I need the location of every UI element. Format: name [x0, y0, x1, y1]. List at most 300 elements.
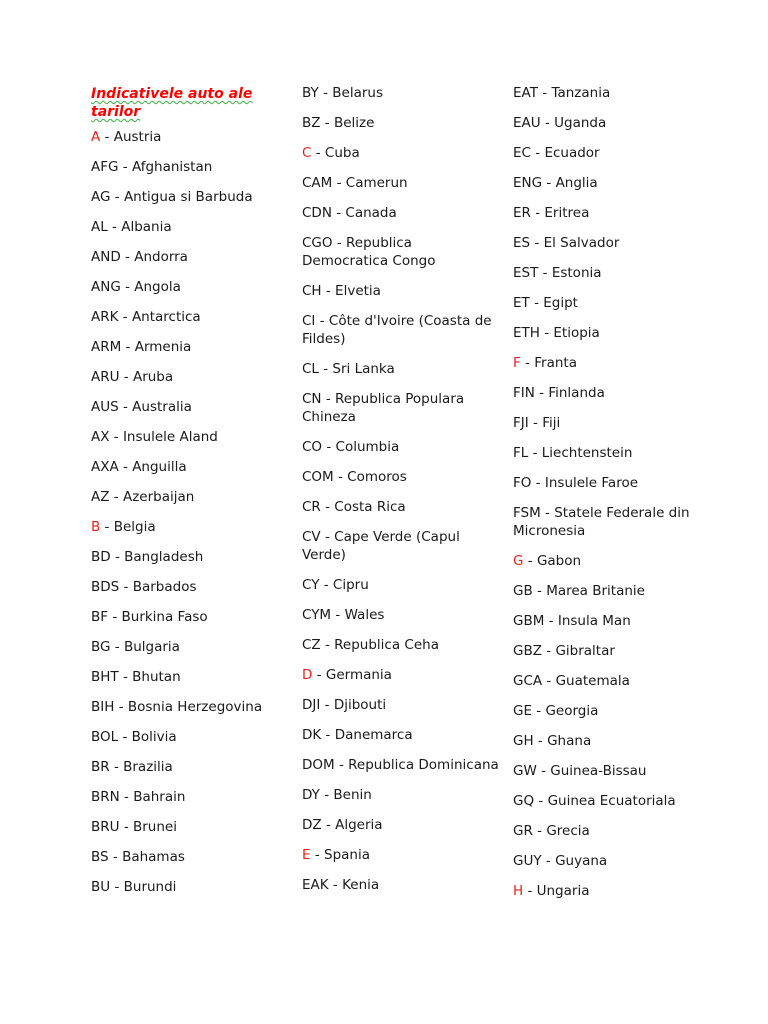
separator: -: [528, 445, 542, 461]
column-3: [513, 84, 713, 912]
country-code-entry: [302, 786, 502, 804]
country-code: BHT: [91, 669, 119, 685]
separator: -: [120, 249, 135, 265]
country-code-entry: [513, 204, 713, 222]
country-code: CL: [302, 361, 319, 377]
country-name: El Salvador: [543, 235, 620, 251]
country-name: Aruba: [132, 369, 174, 385]
country-code: GH: [513, 733, 534, 749]
country-code: ETH: [513, 325, 540, 341]
country-code: CDN: [302, 205, 332, 221]
country-name: Belarus: [332, 85, 383, 101]
separator: -: [107, 219, 122, 235]
separator: -: [110, 189, 124, 205]
country-name: Elvetia: [335, 283, 381, 299]
country-code-entry: [91, 878, 291, 896]
country-code: DJI: [302, 697, 321, 713]
country-name: Republica Dominicana: [348, 757, 499, 773]
country-code-entry: [302, 528, 502, 564]
separator: -: [520, 355, 535, 371]
letter-heading-entry: [302, 144, 502, 162]
country-name: Guinea-Bissau: [550, 763, 647, 779]
country-code: BOL: [91, 729, 119, 745]
country-code: CI: [302, 313, 316, 329]
country-name: Albania: [121, 219, 172, 235]
separator: -: [531, 475, 545, 491]
separator: -: [538, 265, 552, 281]
country-code: EST: [513, 265, 539, 281]
separator: -: [321, 727, 335, 743]
separator: -: [537, 85, 552, 101]
separator: -: [109, 429, 123, 445]
separator: -: [320, 697, 334, 713]
column-1: [91, 84, 291, 908]
country-name: Wales: [344, 607, 385, 623]
country-code-entry: [513, 294, 713, 312]
country-code-entry: [91, 728, 291, 746]
country-code: CR: [302, 499, 321, 515]
country-code: AZ: [91, 489, 110, 505]
country-name: Benin: [333, 787, 372, 803]
country-code: ER: [513, 205, 531, 221]
country-name: Bahrain: [133, 789, 186, 805]
country-code-entry: [302, 726, 502, 744]
country-name: Burkina Faso: [121, 609, 208, 625]
section-letter: D: [302, 667, 313, 683]
country-code-entry: [513, 852, 713, 870]
country-code: COM: [302, 469, 334, 485]
country-name: Franta: [534, 355, 577, 371]
separator: -: [523, 883, 537, 899]
separator: -: [539, 325, 554, 341]
country-code-entry: [302, 84, 502, 102]
separator: -: [328, 877, 343, 893]
country-code-entry: [91, 338, 291, 356]
separator: -: [332, 175, 346, 191]
country-code-entry: [302, 204, 502, 222]
country-code: GUY: [513, 853, 542, 869]
country-code: AL: [91, 219, 108, 235]
separator: -: [320, 529, 335, 545]
country-name: Columbia: [335, 439, 400, 455]
country-code-entry: [302, 114, 502, 132]
country-name: Angola: [134, 279, 181, 295]
country-code-entry: [302, 438, 502, 456]
entries-column-3: [513, 84, 713, 900]
country-code-entry: [302, 606, 502, 624]
country-name: Belgia: [113, 519, 156, 535]
separator: -: [315, 313, 329, 329]
country-name: Insulele Aland: [122, 429, 218, 445]
separator: -: [318, 361, 333, 377]
separator: -: [536, 763, 551, 779]
separator: -: [310, 847, 324, 863]
country-code-entry: [91, 548, 291, 566]
country-code-entry: [302, 876, 502, 894]
country-name: Antarctica: [131, 309, 201, 325]
country-code: CAM: [302, 175, 333, 191]
separator: -: [118, 729, 132, 745]
separator: -: [321, 391, 335, 407]
separator: -: [109, 489, 123, 505]
country-name: Fiji: [542, 415, 561, 431]
country-name: Marea Britanie: [546, 583, 645, 599]
country-code: BU: [91, 879, 111, 895]
entries-column-1: [91, 128, 291, 896]
letter-heading-entry: [513, 882, 713, 900]
country-code-entry: [513, 264, 713, 282]
country-code: EC: [513, 145, 531, 161]
country-name: Bangladesh: [124, 549, 204, 565]
country-code: ENG: [513, 175, 543, 191]
country-code: BRU: [91, 819, 120, 835]
separator: -: [532, 823, 547, 839]
country-code-entry: [513, 762, 713, 780]
country-name: Sri Lanka: [332, 361, 395, 377]
country-name: Cipru: [332, 577, 369, 593]
country-code: DK: [302, 727, 322, 743]
country-code: BD: [91, 549, 111, 565]
separator: -: [528, 415, 543, 431]
country-code-entry: [513, 642, 713, 660]
separator: -: [541, 853, 556, 869]
country-name: Bulgaria: [123, 639, 180, 655]
country-code: AND: [91, 249, 121, 265]
country-code: EAU: [513, 115, 541, 131]
country-code-entry: [513, 324, 713, 342]
country-code: BS: [91, 849, 109, 865]
country-name: Statele Federale din Micronesia: [513, 505, 690, 539]
country-code: BRN: [91, 789, 120, 805]
country-code: ET: [513, 295, 530, 311]
country-code: BIH: [91, 699, 115, 715]
separator: -: [529, 295, 544, 311]
country-code-entry: [91, 848, 291, 866]
separator: -: [320, 499, 335, 515]
country-code-entry: [302, 234, 502, 270]
country-name: Bhutan: [132, 669, 181, 685]
country-code-entry: [91, 458, 291, 476]
country-name: Bolivia: [131, 729, 177, 745]
country-name: Ghana: [547, 733, 592, 749]
letter-heading-entry: [302, 666, 502, 684]
country-code: GQ: [513, 793, 535, 809]
country-code-entry: [302, 360, 502, 378]
country-code: EAK: [302, 877, 329, 893]
separator: -: [331, 205, 346, 221]
country-name: Cape Verde (Capul Verde): [302, 529, 460, 563]
separator: -: [534, 385, 549, 401]
separator: -: [118, 309, 132, 325]
separator: -: [318, 85, 333, 101]
separator: -: [118, 399, 133, 415]
country-code: FIN: [513, 385, 535, 401]
country-name: Georgia: [545, 703, 599, 719]
country-code-entry: [91, 368, 291, 386]
country-code-entry: [513, 174, 713, 192]
separator: -: [311, 145, 325, 161]
separator: -: [542, 673, 556, 689]
country-code: GBM: [513, 613, 545, 629]
country-code: CN: [302, 391, 322, 407]
separator: -: [118, 459, 133, 475]
country-code: ARU: [91, 369, 120, 385]
country-code: AUS: [91, 399, 119, 415]
country-name: Algeria: [335, 817, 383, 833]
country-code-entry: [91, 788, 291, 806]
separator: -: [118, 669, 133, 685]
country-name: Costa Rica: [334, 499, 406, 515]
country-code-entry: [302, 390, 502, 426]
country-code: ARM: [91, 339, 122, 355]
country-code-entry: [91, 308, 291, 326]
country-name: Andorra: [134, 249, 188, 265]
country-name: Anguilla: [132, 459, 187, 475]
separator: -: [542, 175, 556, 191]
separator: -: [108, 849, 123, 865]
country-code-entry: [513, 384, 713, 402]
separator: -: [119, 789, 134, 805]
country-name: Etiopia: [553, 325, 600, 341]
country-code-entry: [513, 582, 713, 600]
separator: -: [110, 549, 125, 565]
country-code-entry: [513, 84, 713, 102]
country-name: Anglia: [555, 175, 598, 191]
country-name: Guyana: [555, 853, 608, 869]
country-code: AG: [91, 189, 111, 205]
country-code-entry: [513, 792, 713, 810]
country-name: Spania: [324, 847, 370, 863]
separator: -: [322, 439, 336, 455]
country-code: CO: [302, 439, 323, 455]
country-code-entry: [513, 444, 713, 462]
country-code-entry: [513, 822, 713, 840]
separator: -: [100, 129, 114, 145]
country-code-entry: [91, 188, 291, 206]
country-name: Antigua si Barbuda: [123, 189, 253, 205]
country-name: Austria: [113, 129, 162, 145]
country-code-entry: [91, 488, 291, 506]
country-code: ES: [513, 235, 531, 251]
separator: -: [319, 577, 333, 593]
separator: -: [532, 703, 546, 719]
country-code: DZ: [302, 817, 322, 833]
separator: -: [121, 339, 135, 355]
letter-heading-entry: [91, 518, 291, 536]
country-name: Bosnia Herzegovina: [127, 699, 263, 715]
separator: -: [109, 759, 124, 775]
letter-heading-entry: [91, 128, 291, 146]
separator: -: [331, 607, 345, 623]
country-code: BF: [91, 609, 109, 625]
country-name: Egipt: [543, 295, 578, 311]
country-code: AX: [91, 429, 110, 445]
separator: -: [320, 637, 335, 653]
country-name: Brazilia: [123, 759, 173, 775]
country-code: GBZ: [513, 643, 542, 659]
country-name: Guatemala: [555, 673, 630, 689]
separator: -: [530, 205, 545, 221]
country-code-entry: [302, 498, 502, 516]
country-name: Bahamas: [122, 849, 185, 865]
separator: -: [534, 793, 548, 809]
country-code-entry: [513, 144, 713, 162]
country-code: CV: [302, 529, 321, 545]
separator: -: [120, 279, 135, 295]
separator: -: [333, 469, 348, 485]
country-name: Estonia: [551, 265, 602, 281]
country-name: Tanzania: [551, 85, 611, 101]
country-code: CZ: [302, 637, 321, 653]
country-code-entry: [513, 672, 713, 690]
country-code: FSM: [513, 505, 541, 521]
page-title: Indicativele auto ale tarilor: [91, 86, 253, 120]
country-name: Kenia: [342, 877, 380, 893]
section-letter: A: [91, 129, 101, 145]
country-code-entry: [91, 398, 291, 416]
country-name: Cuba: [324, 145, 360, 161]
country-code: GR: [513, 823, 533, 839]
country-name: Ecuador: [544, 145, 600, 161]
country-code-entry: [91, 218, 291, 236]
country-name: Uganda: [554, 115, 607, 131]
country-code: ARK: [91, 309, 119, 325]
country-code-entry: [91, 758, 291, 776]
country-name: Afghanistan: [131, 159, 213, 175]
country-code-entry: [513, 414, 713, 432]
country-code-entry: [91, 248, 291, 266]
separator: -: [119, 579, 133, 595]
country-name: Belize: [333, 115, 375, 131]
section-letter: F: [513, 355, 521, 371]
country-code: CYM: [302, 607, 332, 623]
country-name: Republica Populara Chineza: [302, 391, 465, 425]
letter-heading-entry: [302, 846, 502, 864]
country-code: ANG: [91, 279, 121, 295]
country-name: Australia: [132, 399, 192, 415]
country-code-entry: [302, 468, 502, 486]
country-name: Brunei: [133, 819, 177, 835]
country-code: AFG: [91, 159, 119, 175]
country-code-entry: [302, 312, 502, 348]
separator: -: [532, 583, 547, 599]
country-name: Republica Democratica Congo: [302, 235, 436, 269]
country-name: Gibraltar: [555, 643, 615, 659]
country-code: BG: [91, 639, 111, 655]
entries-column-2: [302, 84, 502, 894]
separator: -: [541, 643, 556, 659]
country-name: Canada: [345, 205, 397, 221]
country-code: FL: [513, 445, 529, 461]
separator: -: [533, 733, 548, 749]
country-name: Camerun: [345, 175, 408, 191]
country-name: Insulele Faroe: [544, 475, 639, 491]
country-code: FO: [513, 475, 532, 491]
country-name: Comoros: [347, 469, 407, 485]
separator: -: [530, 235, 544, 251]
country-name: Azerbaijan: [122, 489, 195, 505]
country-code: GB: [513, 583, 533, 599]
separator: -: [119, 819, 133, 835]
country-code-entry: [302, 636, 502, 654]
country-code: DOM: [302, 757, 335, 773]
country-code-entry: [302, 756, 502, 774]
separator: -: [119, 369, 133, 385]
country-code-entry: [302, 174, 502, 192]
country-name: Djibouti: [333, 697, 387, 713]
country-code: BZ: [302, 115, 321, 131]
country-code-entry: [91, 668, 291, 686]
separator: -: [114, 699, 128, 715]
separator: -: [312, 667, 326, 683]
separator: -: [320, 115, 334, 131]
separator: -: [332, 235, 346, 251]
separator: -: [110, 639, 124, 655]
section-letter: G: [513, 553, 524, 569]
country-code: EAT: [513, 85, 538, 101]
country-code-entry: [513, 504, 713, 540]
country-code-entry: [91, 578, 291, 596]
separator: -: [540, 115, 555, 131]
country-name: Republica Ceha: [334, 637, 439, 653]
country-code-entry: [513, 612, 713, 630]
country-name: Germania: [325, 667, 392, 683]
country-name: Grecia: [546, 823, 590, 839]
separator: -: [540, 505, 555, 521]
section-letter: H: [513, 883, 524, 899]
country-code-entry: [513, 732, 713, 750]
column-2: [302, 84, 502, 906]
country-code-entry: [513, 474, 713, 492]
country-code-entry: [91, 158, 291, 176]
country-code: CGO: [302, 235, 333, 251]
separator: -: [100, 519, 114, 535]
country-code: FJI: [513, 415, 529, 431]
country-code: CH: [302, 283, 322, 299]
country-code-entry: [91, 428, 291, 446]
section-letter: E: [302, 847, 311, 863]
country-code: BY: [302, 85, 319, 101]
country-code-entry: [302, 576, 502, 594]
country-code-entry: [302, 696, 502, 714]
country-code-entry: [91, 608, 291, 626]
separator: -: [319, 787, 334, 803]
country-name: Barbados: [132, 579, 197, 595]
separator: -: [118, 159, 132, 175]
separator: -: [530, 145, 545, 161]
country-code-entry: [513, 702, 713, 720]
country-name: Liechtenstein: [541, 445, 633, 461]
section-letter: B: [91, 519, 101, 535]
country-code-entry: [302, 816, 502, 834]
country-code-entry: [91, 818, 291, 836]
country-name: Burundi: [123, 879, 177, 895]
separator: -: [110, 879, 124, 895]
country-name: Armenia: [134, 339, 192, 355]
separator: -: [334, 757, 349, 773]
country-code: GW: [513, 763, 537, 779]
country-code-entry: [513, 114, 713, 132]
country-name: Danemarca: [334, 727, 413, 743]
separator: -: [321, 283, 336, 299]
country-name: Côte d'Ivoire (Coasta de Fildes): [302, 313, 492, 347]
country-code: BDS: [91, 579, 120, 595]
country-name: Eritrea: [544, 205, 590, 221]
country-code: GCA: [513, 673, 543, 689]
country-code-entry: [513, 234, 713, 252]
country-name: Guinea Ecuatoriala: [547, 793, 676, 809]
country-code-entry: [91, 638, 291, 656]
